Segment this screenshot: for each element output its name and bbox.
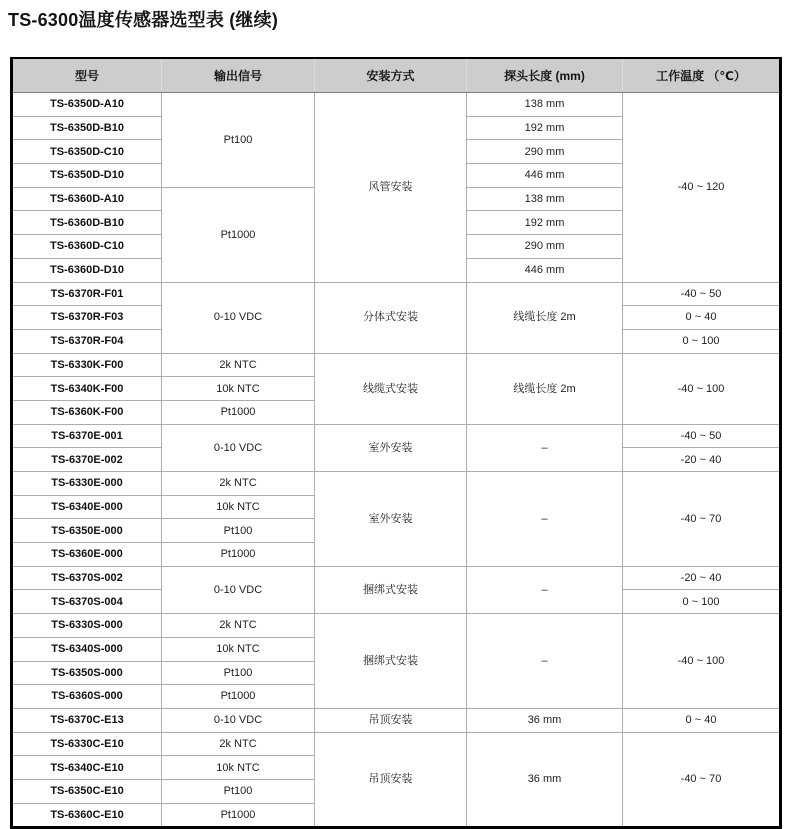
cell-mount: 吊顶安装 (315, 708, 467, 732)
cell-temp: -40 ~ 50 (623, 282, 781, 306)
cell-signal: Pt1000 (162, 803, 315, 828)
column-header-probe: 探头长度 (mm) (467, 58, 623, 93)
cell-model: TS-6370R-F04 (12, 329, 162, 353)
cell-signal: 2k NTC (162, 353, 315, 377)
cell-signal: Pt1000 (162, 543, 315, 567)
cell-probe: 290 mm (467, 140, 623, 164)
table-row (12, 282, 781, 306)
cell-temp: -20 ~ 40 (623, 448, 781, 472)
cell-signal: 2k NTC (162, 614, 315, 638)
cell-mount: 分体式安装 (315, 282, 467, 353)
cell-mount: 室外安装 (315, 472, 467, 567)
cell-probe: 138 mm (467, 93, 623, 117)
cell-model: TS-6360C-E10 (12, 803, 162, 828)
cell-model: TS-6360K-F00 (12, 400, 162, 424)
table-row (12, 472, 781, 496)
column-header-mount: 安装方式 (315, 58, 467, 93)
cell-mount: 捆绑式安装 (315, 566, 467, 613)
cell-mount: 风管安装 (315, 93, 467, 283)
cell-model: TS-6360S-000 (12, 685, 162, 709)
page-title: TS-6300温度传感器选型表 (继续) (8, 10, 279, 30)
table-row (12, 732, 781, 756)
cell-signal: 10k NTC (162, 495, 315, 519)
cell-probe: 192 mm (467, 116, 623, 140)
cell-temp: -40 ~ 100 (623, 353, 781, 424)
cell-model: TS-6350E-000 (12, 519, 162, 543)
cell-temp: -40 ~ 70 (623, 732, 781, 828)
cell-temp: -40 ~ 70 (623, 472, 781, 567)
cell-signal: 10k NTC (162, 756, 315, 780)
cell-model: TS-6360D-A10 (12, 187, 162, 211)
cell-model: TS-6360D-C10 (12, 235, 162, 259)
column-header-signal: 输出信号 (162, 58, 315, 93)
cell-temp: 0 ~ 40 (623, 306, 781, 330)
cell-signal: Pt1000 (162, 187, 315, 282)
cell-model: TS-6360D-B10 (12, 211, 162, 235)
cell-signal: 0-10 VDC (162, 708, 315, 732)
cell-model: TS-6370R-F01 (12, 282, 162, 306)
cell-signal: Pt1000 (162, 400, 315, 424)
table-row (12, 614, 781, 638)
cell-signal: Pt100 (162, 519, 315, 543)
cell-model: TS-6350S-000 (12, 661, 162, 685)
cell-model: TS-6340K-F00 (12, 377, 162, 401)
cell-probe: 446 mm (467, 258, 623, 282)
cell-signal: Pt1000 (162, 685, 315, 709)
cell-model: TS-6370C-E13 (12, 708, 162, 732)
table-body (12, 93, 781, 828)
cell-model: TS-6360E-000 (12, 543, 162, 567)
table-row (12, 566, 781, 590)
cell-model: TS-6330S-000 (12, 614, 162, 638)
cell-probe: 446 mm (467, 164, 623, 188)
cell-model: TS-6350D-D10 (12, 164, 162, 188)
sensor-selection-table (10, 57, 782, 829)
cell-mount: 吊顶安装 (315, 732, 467, 828)
cell-model: TS-6340S-000 (12, 637, 162, 661)
cell-probe: 290 mm (467, 235, 623, 259)
cell-model: TS-6330K-F00 (12, 353, 162, 377)
cell-signal: 2k NTC (162, 732, 315, 756)
cell-probe: – (467, 614, 623, 709)
cell-signal: 0-10 VDC (162, 566, 315, 613)
cell-signal: Pt100 (162, 661, 315, 685)
cell-model: TS-6330E-000 (12, 472, 162, 496)
cell-model: TS-6370E-002 (12, 448, 162, 472)
cell-temp: -40 ~ 120 (623, 93, 781, 283)
cell-probe: 192 mm (467, 211, 623, 235)
cell-mount: 线缆式安装 (315, 353, 467, 424)
column-header-model: 型号 (12, 58, 162, 93)
cell-signal: 2k NTC (162, 472, 315, 496)
table-row (12, 708, 781, 732)
cell-signal: 10k NTC (162, 637, 315, 661)
cell-model: TS-6350D-A10 (12, 93, 162, 117)
table-row (12, 93, 781, 117)
cell-model: TS-6370R-F03 (12, 306, 162, 330)
cell-signal: Pt100 (162, 93, 315, 188)
cell-signal: Pt100 (162, 779, 315, 803)
cell-model: TS-6370S-002 (12, 566, 162, 590)
cell-model: TS-6350D-B10 (12, 116, 162, 140)
table-row (12, 424, 781, 448)
cell-model: TS-6340C-E10 (12, 756, 162, 780)
cell-temp: 0 ~ 100 (623, 590, 781, 614)
cell-model: TS-6340E-000 (12, 495, 162, 519)
column-header-temp: 工作温度 （℃） (623, 58, 781, 93)
cell-probe: 36 mm (467, 708, 623, 732)
cell-signal: 0-10 VDC (162, 424, 315, 471)
cell-probe: 36 mm (467, 732, 623, 828)
table-row (12, 353, 781, 377)
cell-temp: 0 ~ 100 (623, 329, 781, 353)
cell-temp: -20 ~ 40 (623, 566, 781, 590)
cell-model: TS-6350C-E10 (12, 779, 162, 803)
cell-model: TS-6350D-C10 (12, 140, 162, 164)
cell-model: TS-6360D-D10 (12, 258, 162, 282)
cell-model: TS-6370E-001 (12, 424, 162, 448)
cell-signal: 0-10 VDC (162, 282, 315, 353)
cell-probe: – (467, 424, 623, 471)
cell-probe: 138 mm (467, 187, 623, 211)
cell-temp: 0 ~ 40 (623, 708, 781, 732)
cell-probe: – (467, 472, 623, 567)
table-header-row (12, 58, 781, 93)
cell-mount: 室外安装 (315, 424, 467, 471)
cell-signal: 10k NTC (162, 377, 315, 401)
cell-model: TS-6330C-E10 (12, 732, 162, 756)
cell-temp: -40 ~ 100 (623, 614, 781, 709)
cell-model: TS-6370S-004 (12, 590, 162, 614)
cell-probe: – (467, 566, 623, 613)
cell-mount: 捆绑式安装 (315, 614, 467, 709)
cell-probe: 线缆长度 2m (467, 353, 623, 424)
cell-probe: 线缆长度 2m (467, 282, 623, 353)
cell-temp: -40 ~ 50 (623, 424, 781, 448)
